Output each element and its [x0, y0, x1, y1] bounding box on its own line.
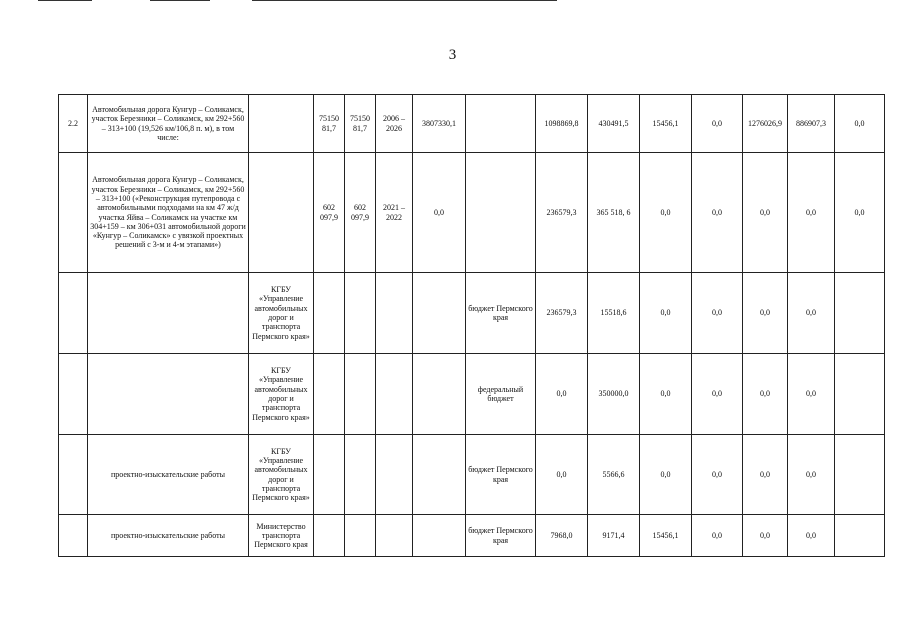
- implementation-period-cell: 2021 – 2022: [376, 153, 413, 273]
- table-row: [59, 273, 885, 354]
- funding-value-6-cell: 886907,3: [788, 95, 835, 153]
- capacity-cell: [314, 354, 345, 435]
- row-number-cell: 2.2: [59, 95, 88, 153]
- road-object-name-cell: Автомобильная дорога Кунгур – Соликамск, участок Березники – Соликамск, км 292+560 – 313+100 («Реконструкция путепровода с автомобильными подходами на км 47 ж/д участка Яйва – Соликамск на участке км 304+159 – км 306+031 автомобильной дороги «Кунгур – Соликамск» с увязкой проектных решений с 3-м и 4-м этапами»): [88, 153, 249, 273]
- program-table: [58, 94, 885, 557]
- table-row: [59, 515, 885, 557]
- capacity-commissioned-cell: [345, 354, 376, 435]
- implementation-period-cell: [376, 515, 413, 557]
- funding-value-7-cell: [835, 515, 885, 557]
- capacity-commissioned-cell: [345, 435, 376, 515]
- top-rule-middle: [150, 0, 210, 1]
- funding-value-1-cell: 1098869,8: [536, 95, 588, 153]
- funding-value-2-cell: 365 518, 6: [588, 153, 640, 273]
- top-rule-right: [252, 0, 557, 1]
- implementation-period-cell: [376, 435, 413, 515]
- capacity-commissioned-cell: [345, 273, 376, 354]
- capacity-cell: 602 097,9: [314, 153, 345, 273]
- top-rule-left: [38, 0, 92, 1]
- table-row: [59, 95, 885, 153]
- funding-value-3-cell: 0,0: [640, 435, 692, 515]
- funding-source-cell: бюджет Пермского края: [466, 273, 536, 354]
- funding-value-2-cell: 5566,6: [588, 435, 640, 515]
- funding-value-5-cell: 0,0: [743, 153, 788, 273]
- capacity-commissioned-cell: [345, 515, 376, 557]
- funding-value-1-cell: 236579,3: [536, 273, 588, 354]
- estimated-cost-cell: [413, 273, 466, 354]
- road-object-name-cell: [88, 354, 249, 435]
- funding-value-5-cell: 0,0: [743, 435, 788, 515]
- funding-value-3-cell: 0,0: [640, 354, 692, 435]
- road-object-name-cell: Автомобильная дорога Кунгур – Соликамск, участок Березники – Соликамск, км 292+560 – 313+100 (19,526 км/106,8 п. м), в том числе:: [88, 95, 249, 153]
- capacity-cell: [314, 435, 345, 515]
- funding-value-1-cell: 7968,0: [536, 515, 588, 557]
- funding-source-cell: [466, 153, 536, 273]
- estimated-cost-cell: 3807330,1: [413, 95, 466, 153]
- table-row: [59, 435, 885, 515]
- funding-value-4-cell: 0,0: [692, 95, 743, 153]
- funding-value-1-cell: 0,0: [536, 354, 588, 435]
- capacity-cell: 75150 81,7: [314, 95, 345, 153]
- estimated-cost-cell: [413, 515, 466, 557]
- capacity-commissioned-cell: 75150 81,7: [345, 95, 376, 153]
- executor-cell: [249, 153, 314, 273]
- executor-cell: КГБУ «Управление автомобильных дорог и транспорта Пермского края»: [249, 273, 314, 354]
- funding-source-cell: бюджет Пермского края: [466, 515, 536, 557]
- estimated-cost-cell: [413, 435, 466, 515]
- funding-value-5-cell: 1276026,9: [743, 95, 788, 153]
- funding-value-7-cell: [835, 354, 885, 435]
- funding-value-5-cell: 0,0: [743, 354, 788, 435]
- funding-value-7-cell: 0,0: [835, 95, 885, 153]
- row-number-cell: [59, 435, 88, 515]
- funding-value-2-cell: 15518,6: [588, 273, 640, 354]
- capacity-cell: [314, 273, 345, 354]
- executor-cell: Министерство транспорта Пермского края: [249, 515, 314, 557]
- implementation-period-cell: [376, 354, 413, 435]
- funding-value-6-cell: 0,0: [788, 153, 835, 273]
- row-number-cell: [59, 354, 88, 435]
- funding-value-5-cell: 0,0: [743, 273, 788, 354]
- executor-cell: КГБУ «Управление автомобильных дорог и транспорта Пермского края»: [249, 435, 314, 515]
- funding-value-3-cell: 15456,1: [640, 95, 692, 153]
- funding-source-cell: бюджет Пермского края: [466, 435, 536, 515]
- page-number: 3: [448, 47, 457, 63]
- row-number-cell: [59, 515, 88, 557]
- road-object-name-cell: проектно-изыскательские работы: [88, 435, 249, 515]
- estimated-cost-cell: [413, 354, 466, 435]
- funding-value-1-cell: 0,0: [536, 435, 588, 515]
- funding-value-7-cell: [835, 435, 885, 515]
- funding-source-cell: [466, 95, 536, 153]
- road-object-name-cell: проектно-изыскательские работы: [88, 515, 249, 557]
- funding-value-1-cell: 236579,3: [536, 153, 588, 273]
- funding-value-6-cell: 0,0: [788, 515, 835, 557]
- row-number-cell: [59, 153, 88, 273]
- funding-value-4-cell: 0,0: [692, 435, 743, 515]
- funding-value-7-cell: [835, 273, 885, 354]
- funding-value-6-cell: 0,0: [788, 273, 835, 354]
- estimated-cost-cell: 0,0: [413, 153, 466, 273]
- capacity-cell: [314, 515, 345, 557]
- implementation-period-cell: 2006 – 2026: [376, 95, 413, 153]
- funding-value-4-cell: 0,0: [692, 153, 743, 273]
- table-row: [59, 354, 885, 435]
- executor-cell: КГБУ «Управление автомобильных дорог и транспорта Пермского края»: [249, 354, 314, 435]
- table-row: [59, 153, 885, 273]
- funding-value-6-cell: 0,0: [788, 435, 835, 515]
- capacity-commissioned-cell: 602 097,9: [345, 153, 376, 273]
- funding-value-3-cell: 0,0: [640, 273, 692, 354]
- funding-value-7-cell: 0,0: [835, 153, 885, 273]
- executor-cell: [249, 95, 314, 153]
- funding-value-4-cell: 0,0: [692, 515, 743, 557]
- funding-value-6-cell: 0,0: [788, 354, 835, 435]
- funding-value-2-cell: 350000,0: [588, 354, 640, 435]
- funding-value-2-cell: 9171,4: [588, 515, 640, 557]
- funding-value-2-cell: 430491,5: [588, 95, 640, 153]
- road-object-name-cell: [88, 273, 249, 354]
- funding-value-3-cell: 15456,1: [640, 515, 692, 557]
- row-number-cell: [59, 273, 88, 354]
- funding-value-4-cell: 0,0: [692, 354, 743, 435]
- funding-source-cell: федеральный бюджет: [466, 354, 536, 435]
- funding-value-5-cell: 0,0: [743, 515, 788, 557]
- funding-value-3-cell: 0,0: [640, 153, 692, 273]
- implementation-period-cell: [376, 273, 413, 354]
- funding-value-4-cell: 0,0: [692, 273, 743, 354]
